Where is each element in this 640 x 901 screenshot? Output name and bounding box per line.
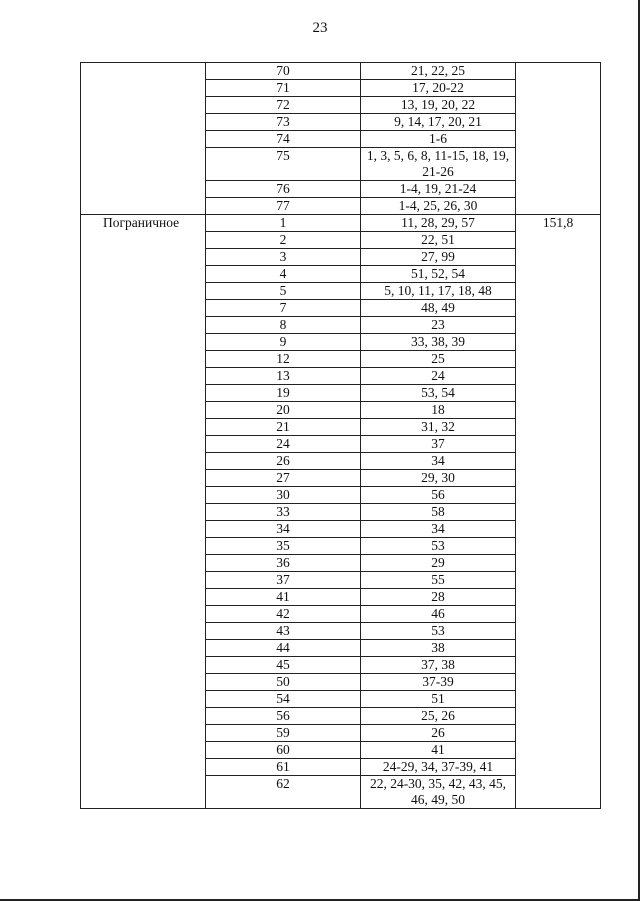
settlement-name-cell (81, 334, 206, 351)
block-number-cell: 13 (206, 368, 361, 385)
settlement-name-cell (81, 572, 206, 589)
block-number-cell: 8 (206, 317, 361, 334)
settlement-name-cell (81, 63, 206, 80)
settlement-name-cell (81, 131, 206, 148)
table-row (81, 487, 601, 504)
table-row (81, 351, 601, 368)
table-row (81, 131, 601, 148)
block-number-cell: 30 (206, 487, 361, 504)
block-number-cell: 56 (206, 708, 361, 725)
area-cell (516, 266, 601, 283)
plot-numbers-cell: 13, 19, 20, 22 (361, 97, 516, 114)
block-number-cell: 34 (206, 521, 361, 538)
table-row (81, 317, 601, 334)
area-cell (516, 198, 601, 215)
block-number-cell: 70 (206, 63, 361, 80)
area-cell (516, 759, 601, 776)
settlement-name-cell (81, 470, 206, 487)
area-cell (516, 131, 601, 148)
area-cell (516, 657, 601, 674)
block-number-cell: 19 (206, 385, 361, 402)
area-cell (516, 80, 601, 97)
table-row (81, 402, 601, 419)
table-row (81, 198, 601, 215)
plot-numbers-cell: 22, 24-30, 35, 42, 43, 45, 46, 49, 50 (361, 776, 516, 809)
plot-numbers-cell: 26 (361, 725, 516, 742)
page-number: 23 (312, 20, 328, 36)
settlement-name-cell (81, 538, 206, 555)
table-row (81, 640, 601, 657)
settlement-name-cell (81, 419, 206, 436)
block-number-cell: 43 (206, 623, 361, 640)
plot-numbers-cell: 34 (361, 521, 516, 538)
area-cell (516, 538, 601, 555)
area-cell (516, 521, 601, 538)
settlement-name-cell (81, 368, 206, 385)
table-row (81, 691, 601, 708)
plot-numbers-cell: 17, 20-22 (361, 80, 516, 97)
block-number-cell: 59 (206, 725, 361, 742)
table-row (81, 504, 601, 521)
settlement-name-cell (81, 487, 206, 504)
block-number-cell: 42 (206, 606, 361, 623)
area-cell (516, 487, 601, 504)
table-row (81, 589, 601, 606)
plot-numbers-cell: 22, 51 (361, 232, 516, 249)
plot-numbers-cell: 34 (361, 453, 516, 470)
plot-numbers-cell: 1-6 (361, 131, 516, 148)
table-body (81, 63, 601, 809)
area-cell (516, 317, 601, 334)
settlement-name-cell (81, 283, 206, 300)
land-plots-table (80, 62, 601, 809)
block-number-cell: 3 (206, 249, 361, 266)
area-cell (516, 385, 601, 402)
area-cell (516, 674, 601, 691)
plot-numbers-cell: 37-39 (361, 674, 516, 691)
settlement-name-cell (81, 198, 206, 215)
block-number-cell: 41 (206, 589, 361, 606)
plot-numbers-cell: 29 (361, 555, 516, 572)
area-cell (516, 300, 601, 317)
settlement-name-cell (81, 300, 206, 317)
area-cell (516, 181, 601, 198)
settlement-name-cell (81, 759, 206, 776)
plot-numbers-cell: 18 (361, 402, 516, 419)
area-cell (516, 436, 601, 453)
settlement-name-cell (81, 725, 206, 742)
settlement-name-cell (81, 148, 206, 181)
table-row (81, 759, 601, 776)
block-number-cell: 77 (206, 198, 361, 215)
plot-numbers-cell: 53 (361, 623, 516, 640)
plot-numbers-cell: 9, 14, 17, 20, 21 (361, 114, 516, 131)
settlement-name-cell (81, 708, 206, 725)
plot-numbers-cell: 55 (361, 572, 516, 589)
table-row (81, 368, 601, 385)
area-cell (516, 419, 601, 436)
plot-numbers-cell: 21, 22, 25 (361, 63, 516, 80)
table-row (81, 249, 601, 266)
block-number-cell: 54 (206, 691, 361, 708)
area-cell (516, 776, 601, 809)
area-cell (516, 589, 601, 606)
block-number-cell: 9 (206, 334, 361, 351)
table-row (81, 334, 601, 351)
table-row (81, 114, 601, 131)
area-cell (516, 691, 601, 708)
settlement-name-cell (81, 589, 206, 606)
table-row (81, 419, 601, 436)
settlement-name-cell (81, 97, 206, 114)
area-cell (516, 63, 601, 80)
block-number-cell: 50 (206, 674, 361, 691)
plot-numbers-cell: 27, 99 (361, 249, 516, 266)
plot-numbers-cell: 46 (361, 606, 516, 623)
area-cell (516, 351, 601, 368)
area-cell (516, 708, 601, 725)
settlement-name-cell (81, 181, 206, 198)
plot-numbers-cell: 48, 49 (361, 300, 516, 317)
settlement-name-cell (81, 114, 206, 131)
table-row (81, 148, 601, 181)
settlement-name-cell (81, 691, 206, 708)
block-number-cell: 44 (206, 640, 361, 657)
settlement-name-cell (81, 266, 206, 283)
table-row (81, 80, 601, 97)
block-number-cell: 71 (206, 80, 361, 97)
table-row (81, 742, 601, 759)
area-cell (516, 148, 601, 181)
plot-numbers-cell: 24 (361, 368, 516, 385)
block-number-cell: 21 (206, 419, 361, 436)
block-number-cell: 62 (206, 776, 361, 809)
plot-numbers-cell: 23 (361, 317, 516, 334)
area-cell (516, 555, 601, 572)
block-number-cell: 73 (206, 114, 361, 131)
table-row (81, 657, 601, 674)
plot-numbers-cell: 53, 54 (361, 385, 516, 402)
table-row (81, 63, 601, 80)
settlement-name-cell (81, 742, 206, 759)
plot-numbers-cell: 38 (361, 640, 516, 657)
table-row (81, 538, 601, 555)
settlement-name-cell: Пограничное (81, 215, 206, 232)
plot-numbers-cell: 1-4, 19, 21-24 (361, 181, 516, 198)
settlement-name-cell (81, 606, 206, 623)
settlement-name-cell (81, 657, 206, 674)
settlement-name-cell (81, 351, 206, 368)
settlement-name-cell (81, 453, 206, 470)
block-number-cell: 36 (206, 555, 361, 572)
plot-numbers-cell: 29, 30 (361, 470, 516, 487)
plot-numbers-cell: 24-29, 34, 37-39, 41 (361, 759, 516, 776)
table-row (81, 555, 601, 572)
settlement-name-cell (81, 623, 206, 640)
table-row (81, 708, 601, 725)
area-cell (516, 334, 601, 351)
plot-numbers-cell: 51, 52, 54 (361, 266, 516, 283)
table-row (81, 385, 601, 402)
settlement-name-cell (81, 317, 206, 334)
settlement-name-cell (81, 504, 206, 521)
block-number-cell: 12 (206, 351, 361, 368)
plot-numbers-cell: 5, 10, 11, 17, 18, 48 (361, 283, 516, 300)
table-row (81, 674, 601, 691)
settlement-name-cell (81, 776, 206, 809)
area-cell (516, 623, 601, 640)
block-number-cell: 61 (206, 759, 361, 776)
area-cell (516, 453, 601, 470)
block-number-cell: 7 (206, 300, 361, 317)
plot-numbers-cell: 37, 38 (361, 657, 516, 674)
plot-numbers-cell: 25, 26 (361, 708, 516, 725)
area-cell (516, 402, 601, 419)
plot-numbers-cell: 53 (361, 538, 516, 555)
table-row (81, 521, 601, 538)
plot-numbers-cell: 37 (361, 436, 516, 453)
settlement-name-cell (81, 232, 206, 249)
area-cell (516, 725, 601, 742)
block-number-cell: 2 (206, 232, 361, 249)
block-number-cell: 24 (206, 436, 361, 453)
settlement-name-cell (81, 674, 206, 691)
plot-numbers-cell: 33, 38, 39 (361, 334, 516, 351)
plot-numbers-cell: 28 (361, 589, 516, 606)
plot-numbers-cell: 1, 3, 5, 6, 8, 11-15, 18, 19, 21-26 (361, 148, 516, 181)
block-number-cell: 75 (206, 148, 361, 181)
settlement-name-cell (81, 555, 206, 572)
plot-numbers-cell: 41 (361, 742, 516, 759)
table-row (81, 470, 601, 487)
settlement-name-cell (81, 385, 206, 402)
block-number-cell: 76 (206, 181, 361, 198)
block-number-cell: 27 (206, 470, 361, 487)
block-number-cell: 5 (206, 283, 361, 300)
table-row (81, 97, 601, 114)
plot-numbers-cell: 58 (361, 504, 516, 521)
table-row (81, 300, 601, 317)
settlement-name-cell (81, 80, 206, 97)
table-row (81, 776, 601, 809)
settlement-name-cell (81, 640, 206, 657)
block-number-cell: 26 (206, 453, 361, 470)
block-number-cell: 45 (206, 657, 361, 674)
settlement-name-cell (81, 521, 206, 538)
block-number-cell: 37 (206, 572, 361, 589)
block-number-cell: 60 (206, 742, 361, 759)
table-row (81, 266, 601, 283)
plot-numbers-cell: 56 (361, 487, 516, 504)
area-cell (516, 97, 601, 114)
settlement-name-cell (81, 436, 206, 453)
area-cell (516, 232, 601, 249)
table-row (81, 436, 601, 453)
area-cell (516, 742, 601, 759)
block-number-cell: 33 (206, 504, 361, 521)
area-cell (516, 114, 601, 131)
table-row (81, 725, 601, 742)
block-number-cell: 74 (206, 131, 361, 148)
plot-numbers-cell: 1-4, 25, 26, 30 (361, 198, 516, 215)
settlement-name-cell (81, 402, 206, 419)
area-cell (516, 640, 601, 657)
area-cell (516, 606, 601, 623)
area-cell (516, 368, 601, 385)
area-cell (516, 283, 601, 300)
block-number-cell: 35 (206, 538, 361, 555)
area-cell (516, 470, 601, 487)
table-row (81, 623, 601, 640)
area-cell: 151,8 (516, 215, 601, 232)
table-row (81, 232, 601, 249)
block-number-cell: 4 (206, 266, 361, 283)
area-cell (516, 504, 601, 521)
plot-numbers-cell: 25 (361, 351, 516, 368)
plot-numbers-cell: 51 (361, 691, 516, 708)
area-cell (516, 572, 601, 589)
plot-numbers-cell: 31, 32 (361, 419, 516, 436)
settlement-name-cell (81, 249, 206, 266)
table-row (81, 572, 601, 589)
table-row (81, 215, 601, 232)
plot-numbers-cell: 11, 28, 29, 57 (361, 215, 516, 232)
block-number-cell: 20 (206, 402, 361, 419)
area-cell (516, 249, 601, 266)
block-number-cell: 72 (206, 97, 361, 114)
table-row (81, 181, 601, 198)
table-row (81, 453, 601, 470)
table-row (81, 606, 601, 623)
block-number-cell: 1 (206, 215, 361, 232)
table-row (81, 283, 601, 300)
